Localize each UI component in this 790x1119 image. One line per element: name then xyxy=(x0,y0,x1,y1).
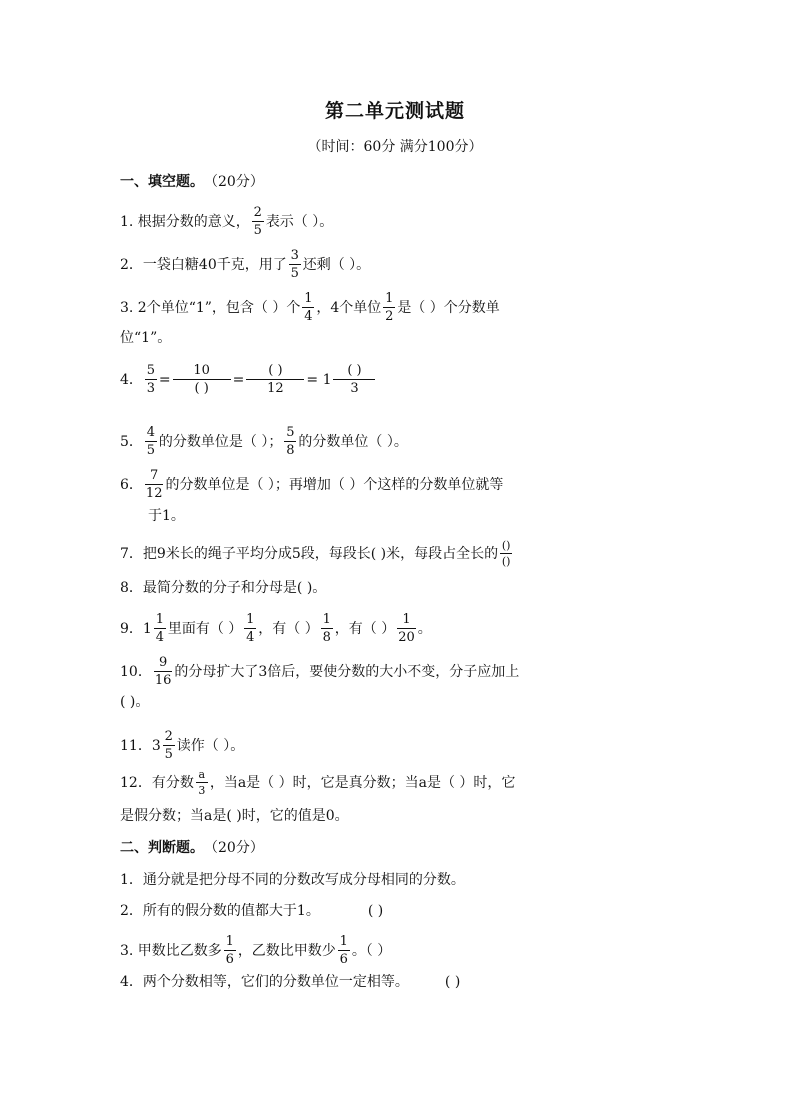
q9-text: 9． xyxy=(120,620,143,637)
q11-text: 11． xyxy=(120,737,152,754)
q3-text: 3. 2个单位“1”，包含（ ）个 xyxy=(120,299,301,316)
fraction: $\frac{10}{( )}$ xyxy=(173,364,231,395)
q2-text: 2．一袋白糖40千克，用了 xyxy=(120,256,287,273)
q12-text-end: ，当a是（ ）时，它是真分数；当a是（ ）时，它 xyxy=(209,774,516,791)
j3-text-mid: ，乙数比甲数少 xyxy=(237,942,336,959)
page-title: 第二单元测试题 xyxy=(324,100,465,122)
question-2 xyxy=(120,249,370,280)
q6-text: 6． xyxy=(120,476,143,493)
question-8 xyxy=(120,578,326,598)
question-12-continued xyxy=(120,806,349,826)
question-3 xyxy=(120,292,500,323)
q12-text: 12．有分数 xyxy=(120,774,194,791)
fraction: $\frac{()}{()}$ xyxy=(501,539,511,568)
q3-text-mid: ，4个单位 xyxy=(316,299,382,316)
section-true-false xyxy=(120,838,264,858)
judge-3 xyxy=(120,935,391,966)
section-score: （20分） xyxy=(204,174,264,190)
q2-text-end: 还剩（ ）。 xyxy=(302,256,371,273)
fraction: $\frac{a}{3}$ xyxy=(196,769,208,796)
question-10 xyxy=(120,656,519,687)
q12-line2: 是假分数；当a是( )时，它的值是0。 xyxy=(120,808,349,824)
q9-text-mid1: 里面有（ ） xyxy=(167,620,243,637)
fraction: $\frac{9}{16}$ xyxy=(154,655,172,688)
fraction: $\frac{( )}{12}$ xyxy=(246,364,304,395)
question-1 xyxy=(120,206,333,237)
question-3-continued xyxy=(120,328,171,348)
fraction: $\frac{1}{6}$ xyxy=(339,934,348,967)
equals-sign: = xyxy=(232,371,245,388)
q3-text-end: 是（ ）个分数单 xyxy=(397,299,500,316)
q5-text-end: 的分数单位（ ）。 xyxy=(298,433,408,450)
q10-text: 10． xyxy=(120,663,152,680)
fraction: $\frac{1}{6}$ xyxy=(225,934,234,967)
question-5 xyxy=(120,426,408,457)
section-label: 二、判断题。 xyxy=(120,840,204,856)
q3-line2: 位“1”。 xyxy=(120,330,172,346)
q9-text-mid2: ，有（ ） xyxy=(258,620,319,637)
q1-text-end: 表示（ ）。 xyxy=(265,213,334,230)
judge-1 xyxy=(120,870,465,890)
fraction: $\frac{1}{2}$ xyxy=(385,291,394,324)
section-fill-in-blank xyxy=(120,172,264,192)
q1-text: 1. 根据分数的意义， xyxy=(120,213,250,230)
question-9 xyxy=(120,613,432,644)
q8-text: 8．最简分数的分子和分母是( )。 xyxy=(120,580,327,596)
question-6 xyxy=(120,469,503,500)
q6-text-end: 的分数单位是（ ）；再增加（ ）个这样的分数单位就等 xyxy=(165,476,504,493)
j3-text: 3. 甲数比乙数多 xyxy=(120,942,222,959)
q5-text-mid: 的分数单位是（ ）； xyxy=(158,433,283,450)
fraction: $\frac{5}{8}$ xyxy=(286,425,295,458)
q9-text-mid3: ，有（ ） xyxy=(334,620,396,637)
fraction: $\frac{5}{3}$ xyxy=(146,363,156,396)
fraction: $\frac{1}{4}$ xyxy=(304,291,313,324)
q10-text-end: 的分母扩大了3倍后，要使分数的大小不变，分子应加上 xyxy=(174,663,520,680)
q10-line2: ( )。 xyxy=(120,694,150,710)
section-score: （20分） xyxy=(204,840,264,856)
answer-parentheses: ( ) xyxy=(367,903,384,919)
fraction: $\frac{1}{20}$ xyxy=(398,612,415,645)
section-label: 一、填空题。 xyxy=(120,174,204,190)
question-6-continued xyxy=(148,506,185,526)
fraction: $\frac{2}{5}$ xyxy=(164,729,173,762)
q4-text: 4． xyxy=(120,371,143,388)
q5-text: 5． xyxy=(120,433,143,450)
j2-text: 2．所有的假分数的值都大于1。 xyxy=(120,903,320,919)
fraction: $\frac{7}{12}$ xyxy=(145,468,163,501)
judge-2 xyxy=(120,901,383,921)
q7-text: 7．把9米长的绳子平均分成5段，每段长( )米，每段占全长的 xyxy=(120,545,499,562)
question-4 xyxy=(120,364,377,395)
q6-line2: 于1。 xyxy=(148,508,185,524)
fraction: $\frac{1}{8}$ xyxy=(322,612,331,645)
equals-sign: = xyxy=(158,371,171,388)
whole-number: 1 xyxy=(142,620,152,637)
question-7 xyxy=(120,540,514,567)
j4-text: 4．两个分数相等，它们的分数单位一定相等。 xyxy=(120,974,409,990)
fraction: $\frac{3}{5}$ xyxy=(290,248,299,281)
judge-4 xyxy=(120,972,460,992)
fraction: $\frac{4}{5}$ xyxy=(146,425,156,458)
fraction: $\frac{1}{4}$ xyxy=(155,612,164,645)
question-10-continued xyxy=(120,692,149,712)
question-12 xyxy=(120,769,515,796)
question-11 xyxy=(120,730,244,761)
q11-text-end: 读作（ ）。 xyxy=(176,737,245,754)
fraction: $\frac{2}{5}$ xyxy=(253,205,262,238)
equals-sign: = 1 xyxy=(306,371,332,388)
whole-number: 3 xyxy=(151,737,161,754)
j3-text-end: 。（ ） xyxy=(351,942,392,959)
answer-parentheses: ( ) xyxy=(444,974,461,990)
fraction: $\frac{( )}{3}$ xyxy=(333,364,375,395)
fraction: $\frac{1}{4}$ xyxy=(246,612,255,645)
q9-text-end: 。 xyxy=(417,620,432,637)
page-subtitle: （时间：60分 满分100分） xyxy=(307,139,483,155)
j1-text: 1．通分就是把分母不同的分数改写成分母相同的分数。 xyxy=(120,872,465,888)
